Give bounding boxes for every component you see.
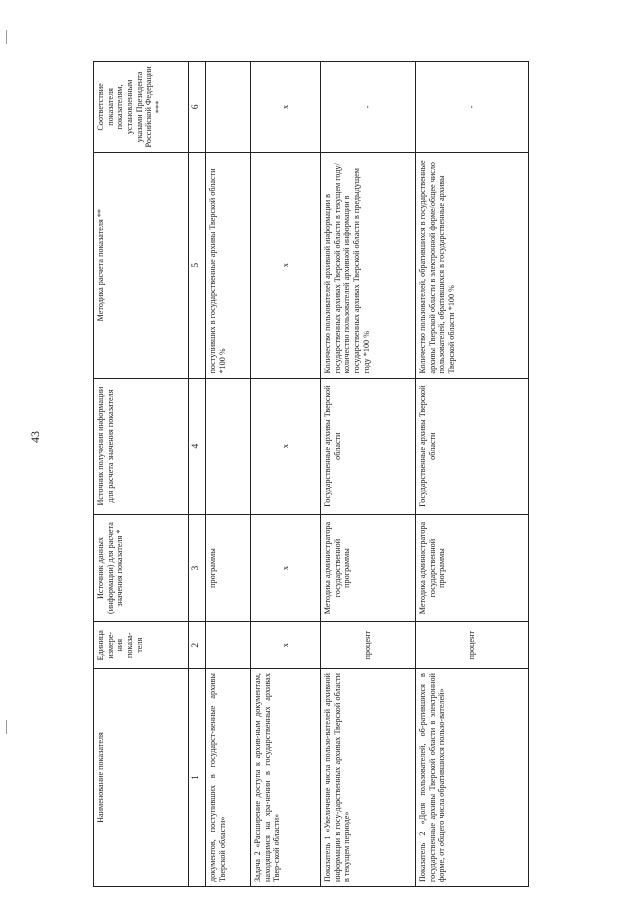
table-row (206, 62, 251, 887)
unit-cell (206, 622, 251, 669)
header-cell: Методика расчета показателя ** (94, 152, 189, 378)
info-source-cell (206, 378, 251, 514)
column-number: 4 (189, 378, 206, 514)
unit-cell: процент (416, 622, 529, 669)
indicator-name-cell: Показатель 2 «Доля пользователей, об-ратившихся в государственные архивы Тверской области в электронной форме, от общего числа обратившихся пользо-вателей» (416, 669, 529, 887)
rotated-table-wrapper (93, 61, 528, 887)
column-number: 5 (189, 152, 206, 378)
method-cell: поступивших в государственные архивы Тверской области *100 % (206, 152, 251, 378)
column-number: 1 (189, 669, 206, 887)
compliance-cell: - (321, 62, 416, 153)
indicator-name-cell: документов, поступивших в государст-венные архивы Тверской области» (206, 669, 251, 887)
header-cell: Источник данных (информации) для расчета значения показателя * (94, 514, 189, 622)
data-source-cell: Методика администратора государственной программы (321, 514, 416, 622)
indicator-name-cell: Показатель 1 «Увеличение числа пользо-вателей архивной информации в госу-дарственных архивах Тверской области в текущем периоде» (321, 669, 416, 887)
info-source-cell: Государственные архивы Тверской области (321, 378, 416, 514)
method-cell: Количество пользователей архивной информации в государственных архивах Тверской области в текущем году/количество пользователей архивной информации в государственных архивах Тверской области в предыдущем году *100 % (321, 152, 416, 378)
table-row (321, 62, 416, 887)
header-cell: Единица измере-ния показа-теля (94, 622, 189, 669)
unit-cell: процент (321, 622, 416, 669)
compliance-cell (206, 62, 251, 153)
table-row (416, 62, 529, 887)
data-source-cell: Методика администратора государственной программы (416, 514, 529, 622)
compliance-cell: х (251, 62, 321, 153)
header-cell: Соответствие показателя показателям, установленным указами Президента Российской Федерации *** (94, 62, 189, 153)
data-source-cell: х (251, 514, 321, 622)
info-source-cell: х (251, 378, 321, 514)
info-source-cell: Государственные архивы Тверской области (416, 378, 529, 514)
column-number: 2 (189, 622, 206, 669)
binder-mark-bottom (6, 720, 7, 734)
header-row (94, 62, 189, 887)
header-cell: Источник получения информации для расчета значения показателя (94, 378, 189, 514)
indicators-table (93, 61, 529, 887)
compliance-cell: - (416, 62, 529, 153)
unit-cell: х (251, 622, 321, 669)
table-row (251, 62, 321, 887)
binder-mark-top (6, 30, 7, 44)
column-number: 3 (189, 514, 206, 622)
column-number: 6 (189, 62, 206, 153)
indicator-name-cell: Задача 2 «Расширение доступа к архив-ным документам, находящимся на хра-нении в государственных архивах Твер-ской области» (251, 669, 321, 887)
method-cell: х (251, 152, 321, 378)
data-source-cell: программы (206, 514, 251, 622)
page-number: 43 (28, 431, 42, 443)
column-number-row (189, 62, 206, 887)
method-cell: Количество пользователей, обратившихся в государственные архивы Тверской области в электронной форме/общее число пользователей, обратившихся в государственные архивы Тверской области *100 % (416, 152, 529, 378)
header-cell: Наименование показателя (94, 669, 189, 887)
